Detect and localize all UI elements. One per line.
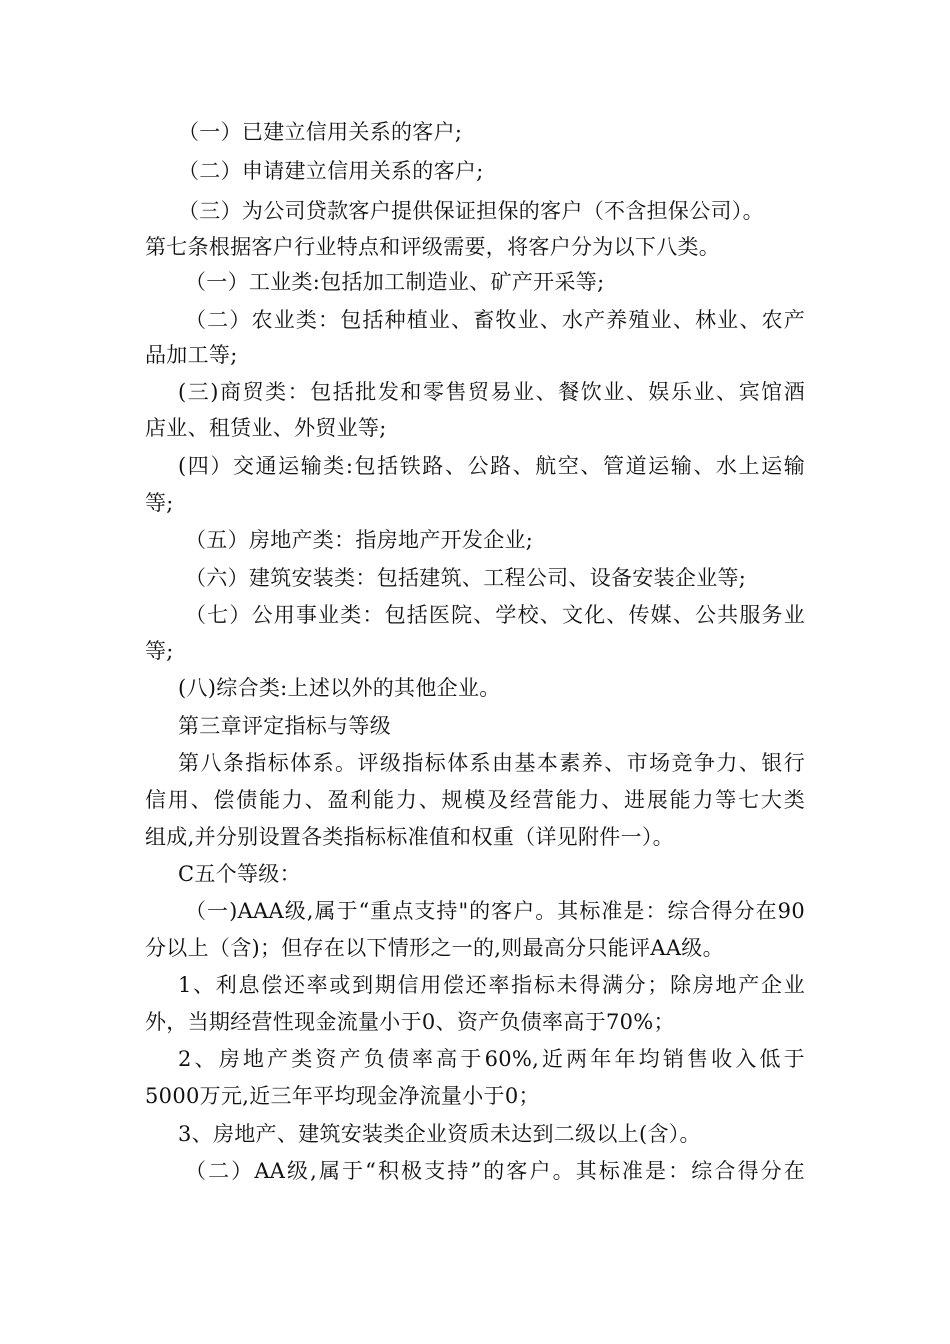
text-line: (四）交通运输类:包括铁路、公路、航空、管道运输、水上运输 [178, 454, 805, 478]
text-line: 2、房地产类资产负债率高于60%,近两年年均销售收入低于 [178, 1047, 805, 1071]
text-line: （一）工业类:包括加工制造业、矿产开采等; [185, 270, 605, 294]
text-line: (八)综合类:上述以外的其他企业。 [178, 676, 501, 700]
text-line: 组成,并分别设置各类指标标准值和权重（详见附件一）。 [145, 825, 674, 849]
text-line: 等; [145, 491, 174, 515]
text-line: (三)商贸类：包括批发和零售贸易业、餐饮业、娱乐业、宾馆酒 [178, 380, 805, 404]
text-line: 3、房地产、建筑安装类企业资质未达到二级以上(含）。 [178, 1122, 701, 1146]
text-line: C五个等级： [178, 862, 301, 886]
text-line: （一)AAA级,属于“重点支持"的客户。其标准是：综合得分在90 [185, 899, 805, 923]
text-line: 5000万元,近三年平均现金净流量小于0； [145, 1084, 540, 1108]
text-line: （六）建筑安装类：包括建筑、工程公司、设备安装企业等; [185, 566, 747, 590]
text-line: 等; [145, 639, 174, 663]
text-line: 1、利息偿还率或到期信用偿还率指标未得满分；除房地产企业 [178, 973, 805, 997]
text-line: 外，当期经营性现金流量小于0、资产负债率高于70%； [145, 1010, 675, 1034]
text-line: 品加工等; [145, 343, 238, 367]
text-line: （二）申请建立信用关系的客户; [178, 159, 484, 183]
text-line: （七）公用事业类：包括医院、学校、文化、传媒、公共服务业 [185, 603, 805, 627]
text-line: （五）房地产类：指房地产开发企业; [185, 528, 534, 552]
text-line: 信用、偿债能力、盈利能力、规模及经营能力、进展能力等七大类 [145, 788, 805, 812]
text-line: 店业、租赁业、外贸业等; [145, 416, 387, 440]
text-line: 分以上（含)；但存在以下情形之一的,则最高分只能评AA级。 [145, 936, 724, 960]
text-line: 第七条根据客户行业特点和评级需要，将客户分为以下八类。 [145, 235, 721, 259]
text-line: （三）为公司贷款客户提供保证担保的客户（不含担保公司）。 [178, 199, 764, 223]
text-line: 第八条指标体系。评级指标体系由基本素养、市场竞争力、银行 [178, 751, 805, 775]
text-line: （一）已建立信用关系的客户; [178, 120, 463, 144]
text-line: （二）AA级,属于“积极支持”的客户。其标准是：综合得分在 [185, 1159, 805, 1183]
text-line: （二）农业类：包括种植业、畜牧业、水产养殖业、林业、农产 [185, 308, 805, 332]
section-heading: 第三章评定指标与等级 [178, 714, 391, 738]
